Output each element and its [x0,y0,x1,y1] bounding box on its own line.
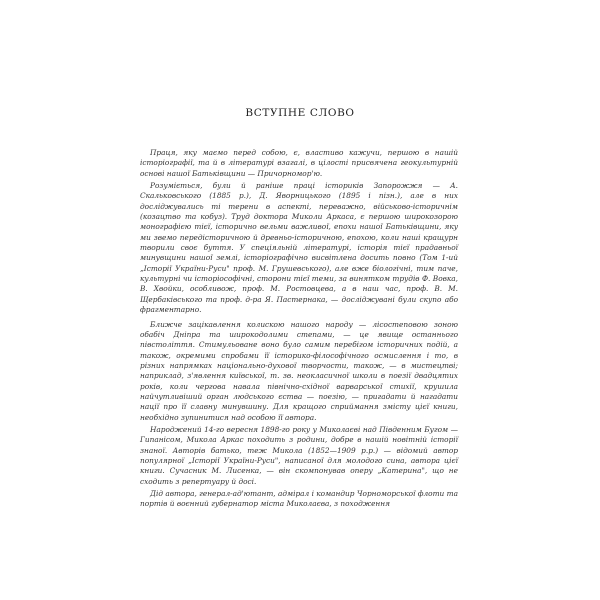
section-heading: ВСТУПНЕ СЛОВО [245,107,355,119]
paragraph-5: Дід автора, генерал-ад'ютант, адмірал і командир Чорноморської флоти та портів й воєнний губернатор міста Миколаєва, з походження [140,489,458,509]
paragraph-2: Розуміється, були й раніше праці істориків Запорожжя — А. Скальковського (1885 р.), Д. Яворницького (1895 і пізн.), але в них досліджувались ті терени в аспекті, переважно, військово-історичнім (козацтво та кобуз). Труд доктора Миколи Аркаса, є першою широкозорою монографією тієї, історично вельми важливої, епохи нашої Батьківщини, яку ми звемо передісторичною й древньо-історичною, епохою, коли наші кращурн творили своє буття. У спеціяльній літературі, історія тієї прадавньої минувщини нашої землі, історіографічно висвітлена досить повно (Том 1-ий „Історії України-Руси" проф. М. Грушевського), але вже біологічні, тим паче, культурні чи історіософічні, сторони тієї теми, за винятком трудів Ф. Вовка, В. Хвойки, особливож, проф. М. Ростовцева, а в наш час, проф. В. М. Щербаківського та проф. д-ра Я. Пастернака, — досліджувані були скупо або фрагментарно. [140,181,458,315]
paragraph-4: Народжений 14-го вересня 1898-го року у Миколаєві над Південним Бугом — Гипанісом, Микола Аркас походить з родини, добре в нашій новітній історії знаної. Авторів батько, теж Микола (1852—1909 р.р.) — відомий автор популярної „Історії України-Руси", написаної для молодого сина, автора цієї книги. Сучасник М. Лисенка, — він скомпонував оперу „Катерина", що не сходить з репертуару й досі. [140,424,458,486]
paragraph-1: Праця, яку маємо перед собою, є, властиво кажучи, першою в нашій історіографії, та й в літературі взагалі, в цілості присвячена геокультурній основі нашої Батьківщини — Причорномор'ю. [140,148,458,178]
body-text [140,148,458,512]
paragraph-3: Ближче зацікавлення колискою нашого народу — лісостеповою зоною обабіч Дніпра та широкодолими степами, — це явище останнього півстоліття. Стимульоване воно було самим перебігом історичних подій, а також, окремими спробами її історико-філософічного осмислення і то, в різних напрямках національно-духової творчости, також, — в мистецтві; наприклад, з'явлення київської, т. зв. неокласичної школи в поезії двадцятих років, коли чергова навала північно-східної варварської стихії, крушила найчутливіший орган людського єства — поезію, — пригадати й нагадати нації про її славну минувшину. Для кращого сприймання змісту цієї книги, необхідно зупинитися над особою її автора. [140,319,458,422]
